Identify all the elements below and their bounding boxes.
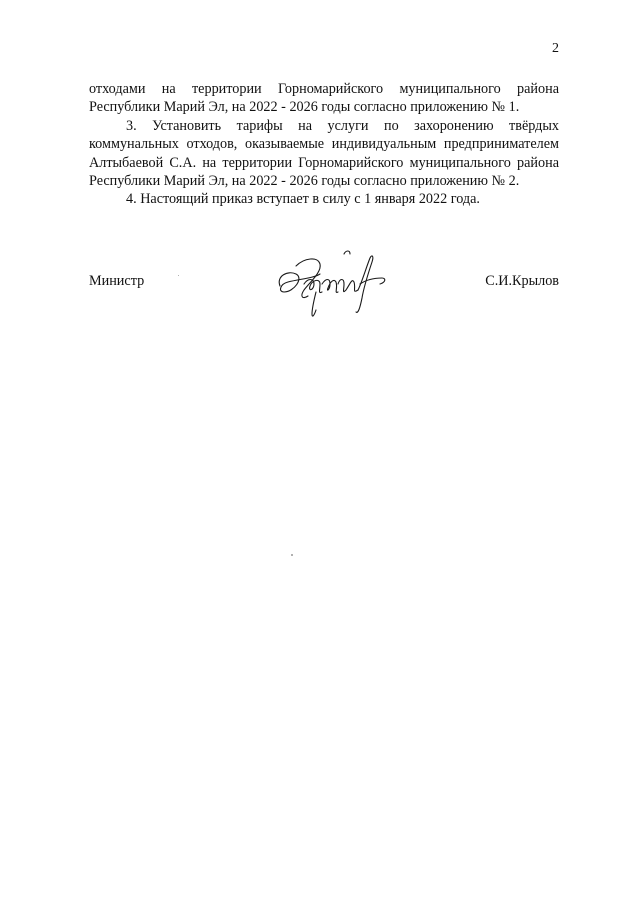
signature-block [89, 258, 559, 328]
paragraph-continuation: отходами на территории Горномарийского муниципального района Республики Марий Эл, на 2022 - 2026 годы согласно приложению № 1. [89, 81, 559, 116]
handwritten-signature [274, 248, 394, 328]
page-number: 2 [552, 41, 559, 56]
paragraph-4: 4. Настоящий приказ вступает в силу с 1 января 2022 года. [126, 191, 480, 208]
scan-speck [178, 275, 179, 276]
signer-name: С.И.Крылов [485, 273, 559, 289]
scan-speck [291, 554, 293, 556]
position-title: Министр [89, 273, 145, 289]
document-body [89, 80, 559, 209]
paragraph-3: 3. Установить тарифы на услуги по захоронению твёрдых коммунальных отходов, оказываемые индивидуальным предпринимателем Алтыбаевой С.А. на территории Горномарийского муниципального района Республики Марий Эл, на 2022 - 2026 годы согласно приложению № 2. [89, 117, 559, 190]
